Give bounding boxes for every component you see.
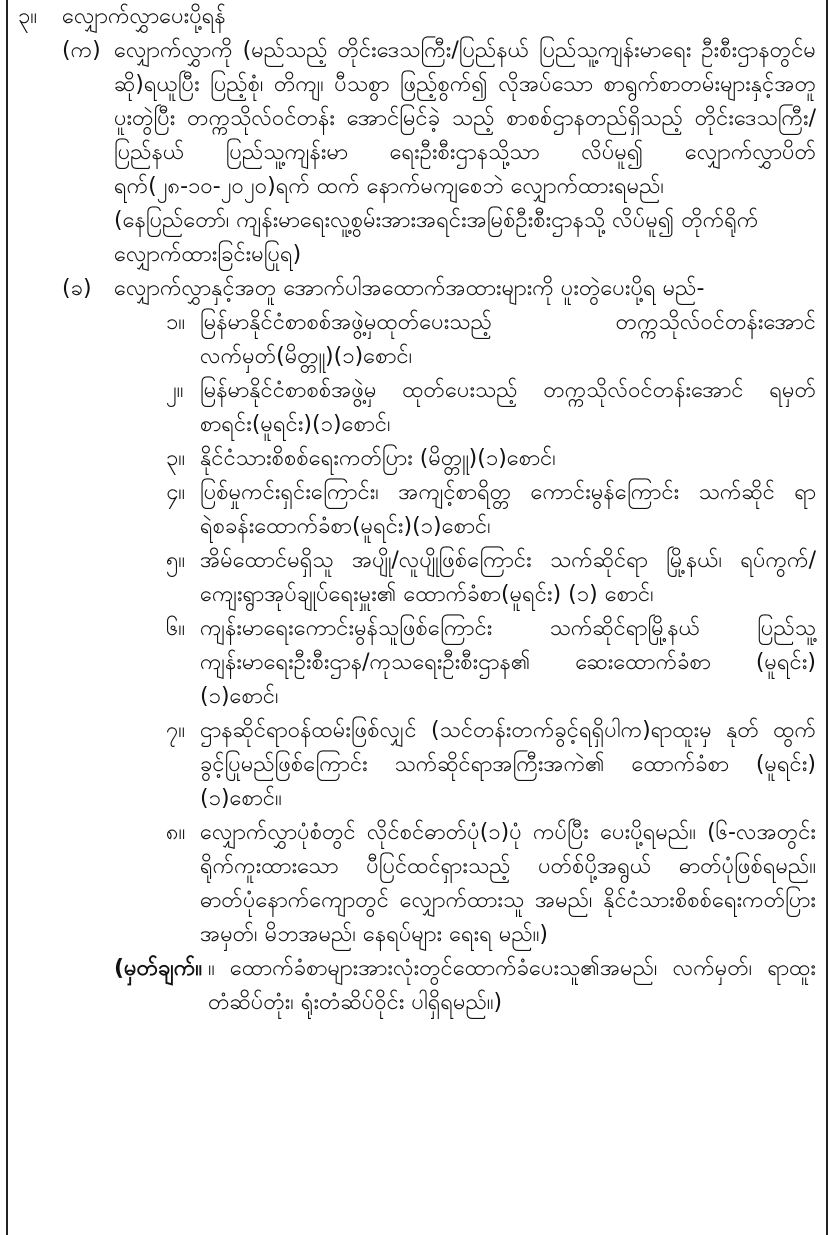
list-item-marker: ၄။ [166, 480, 186, 505]
remark-note [114, 952, 816, 1020]
list-item-marker: ၇။ [166, 718, 186, 743]
list-item-marker: ၈။ [166, 820, 186, 845]
list-item [166, 476, 816, 544]
list-item [166, 612, 816, 714]
list-item [166, 306, 816, 374]
remark-label: (မှတ်ချက်။ [114, 956, 203, 981]
list-item-text: နိုင်ငံသားစိစစ်ရေးကတ်ပြား (မိတ္တူ)(၁)စောင်၊ [200, 446, 556, 471]
item-ka-marker: (က) [62, 38, 101, 63]
list-item [166, 374, 816, 442]
item-kha-marker: (ခ) [62, 276, 92, 301]
list-item [166, 714, 816, 816]
item-ka-note: (နေပြည်တော်၊ ကျန်းမာရေးလူ့စွမ်းအားအရင်းအမြစ်ဦးစီးဌာနသို့ လိပ်မူ၍ တိုက်ရိုက်လျှောက်ထားခြင်းမပြုရ) [114, 208, 759, 267]
item-kha-text: လျှောက်လွှာနှင့်အတူ အောက်ပါအထောက်အထားများကို ပူးတွဲပေးပို့ရ မည်- [114, 276, 705, 301]
list-item-text: ကျန်းမာရေးကောင်းမွန်သူဖြစ်ကြောင်း သက်ဆိုင်ရာမြို့နယ် ပြည်သူ့ ကျန်းမာရေးဦးစီးဌာန/ကုသရေးဦးစီးဌာန၏ ဆေးထောက်ခံစာ (မူရင်း) (၁)စောင်၊ [200, 616, 816, 709]
list-item-marker: ၆။ [166, 616, 186, 641]
list-item-marker: ၃။ [166, 446, 186, 471]
list-item-text: အိမ်ထောင်မရှိသူ အပျို/လူပျိုဖြစ်ကြောင်း သက်ဆိုင်ရာ မြို့နယ်၊ ရပ်ကွက်/ ကျေးရွာအုပ်ချုပ်ရေးမှူး၏ ထောက်ခံစာ(မူရင်း) (၁) စောင်၊ [200, 548, 816, 607]
item-ka [62, 34, 816, 204]
list-item [166, 442, 816, 476]
section-heading [18, 0, 816, 34]
list-item-marker: ၁။ [166, 310, 186, 335]
item-ka-text: လျှောက်လွှာကို (မည်သည့် တိုင်းဒေသကြီး/ပြည်နယ် ပြည်သူ့ကျန်းမာရေး ဦးစီးဌာနတွင်မဆို)ရယူပြီး ပြည့်စုံ၊ တိကျ၊ ပီသစွာ ဖြည့်စွက်၍ လိုအပ်သော စာရွက်စာတမ်းများနှင့်အတူ ပူးတွဲပြီး တက္ကသိုလ်ဝင်တန်း အောင်မြင်ခဲ့ သည့် စာစစ်ဌာနတည်ရှိသည့် တိုင်းဒေသကြီး/ပြည်နယ် ပြည်သူ့ကျန်းမာ ရေးဦးစီးဌာနသို့သာ လိပ်မူ၍ လျှောက်လွှာပိတ်ရက်(၂၈-၁၀-၂၀၂၀)ရက် ထက် နောက်မကျစေဘဲ လျှောက်ထားရမည်၊ [114, 38, 816, 199]
section-title: လျှောက်လွှာပေးပို့ရန် [62, 4, 226, 29]
list-item-text: မြန်မာနိုင်ငံစာစစ်အဖွဲ့မှ ထုတ်ပေးသည့် တက္ကသိုလ်ဝင်တန်းအောင် ရမှတ်စာရင်း(မူရင်း)(၁)စောင်၊ [200, 378, 816, 437]
remark-text: ။ ထောက်ခံစာများအားလုံးတွင်ထောက်ခံပေးသူ၏အမည်၊ လက်မှတ်၊ ရာထူးတံဆိပ်တုံး၊ ရုံးတံဆိပ်ဝိုင်း ပါရှိရမည်။) [208, 956, 816, 1015]
list-item-text: ဌာနဆိုင်ရာဝန်ထမ်းဖြစ်လျှင် (သင်တန်းတက်ခွင့်ရရှိပါက)ရာထူးမှ နုတ် ထွက်ခွင့်ပြုမည်ဖြစ်ကြောင်း သက်ဆိုင်ရာအကြီးအကဲ၏ ထောက်ခံစာ (မူရင်း)(၁)စောင်။ [200, 718, 816, 811]
list-item [166, 816, 816, 952]
list-item [166, 544, 816, 612]
list-item-text: မြန်မာနိုင်ငံစာစစ်အဖွဲ့မှထုတ်ပေးသည့် တက္ကသိုလ်ဝင်တန်းအောင် လက်မှတ်(မိတ္တူ)(၁)စောင်၊ [200, 310, 816, 369]
list-item-marker: ၅။ [166, 548, 186, 573]
list-item-marker: ၂။ [166, 378, 184, 403]
document-body [18, 0, 816, 1020]
list-item-text: ပြစ်မှုကင်းရှင်းကြောင်း၊ အကျင့်စာရိတ္တ ကောင်းမွန်ကြောင်း သက်ဆိုင် ရာ ရဲစခန်းထောက်ခံစာ(မူရင်း)(၁)စောင်၊ [200, 480, 816, 539]
item-kha [62, 272, 816, 306]
section-number: ၃။ [18, 4, 38, 29]
list-item-text: လျှောက်လွှာပုံစံတွင် လိုင်စင်ဓာတ်ပုံ(၁)ပုံ ကပ်ပြီး ပေးပို့ရမည်။ (၆-လအတွင်း ရိုက်ကူးထားသော ပီပြင်ထင်ရှားသည့် ပတ်စ်ပို့အရွယ် ဓာတ်ပုံဖြစ်ရမည်။ ဓာတ်ပုံနောက်ကျောတွင် လျှောက်ထားသူ အမည်၊ နိုင်ငံသားစိစစ်ရေးကတ်ပြားအမှတ်၊ မိဘအမည်၊ နေရပ်များ ရေးရ မည်။) [200, 820, 816, 947]
